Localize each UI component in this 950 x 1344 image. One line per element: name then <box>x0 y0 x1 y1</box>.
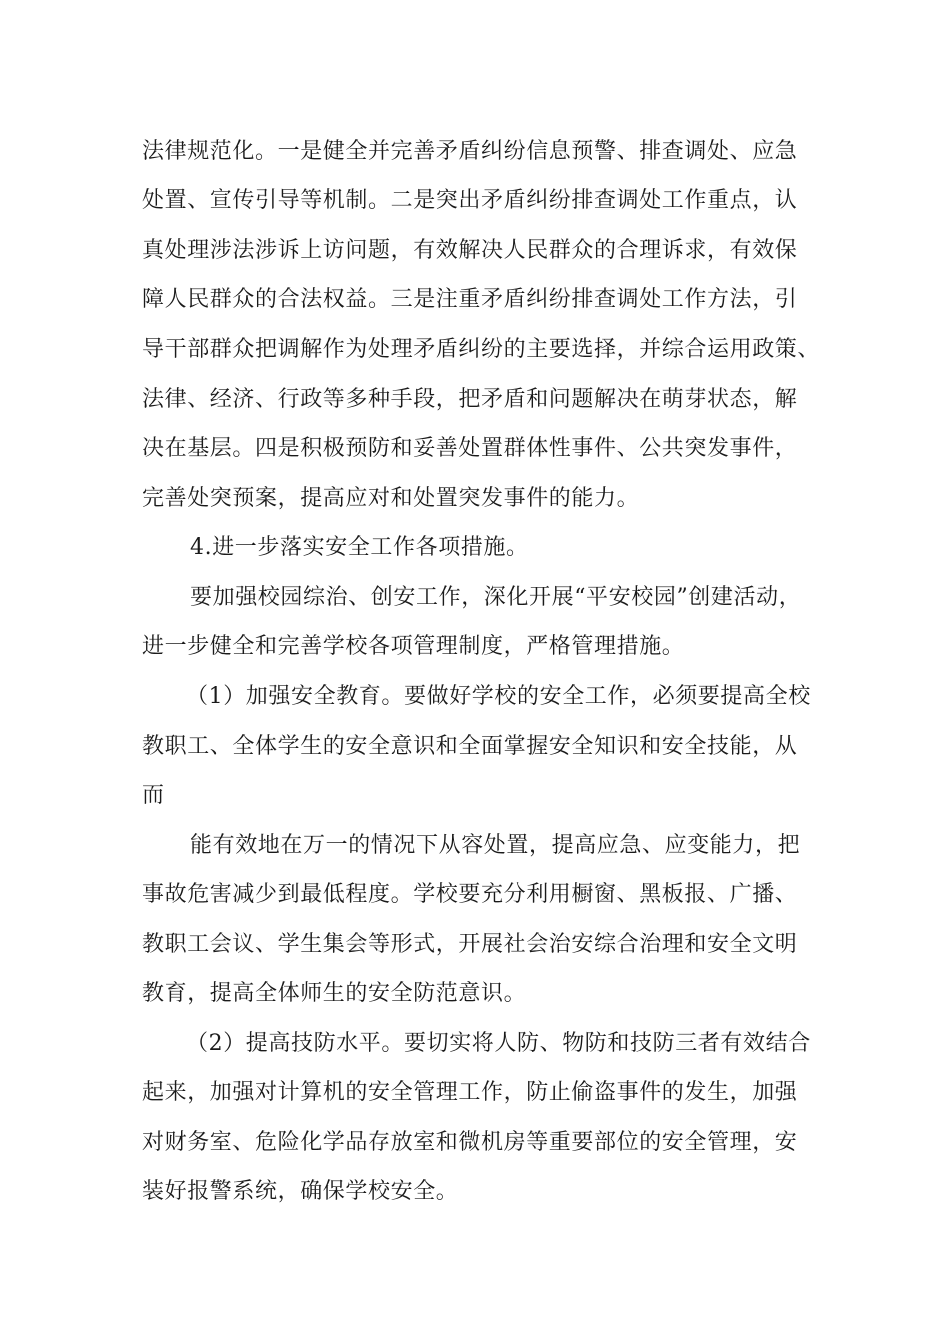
body-text-line: 事故危害减少到最低程度。学校要充分利用橱窗、黑板报、广播、 <box>142 882 798 907</box>
body-text-line: 进一步健全和完善学校各项管理制度，严格管理措施。 <box>142 634 685 659</box>
body-text-line: 教育，提高全体师生的安全防范意识。 <box>142 981 527 1006</box>
body-text-line: 完善处突预案，提高应对和处置突发事件的能力。 <box>142 486 640 511</box>
section-heading: 4.进一步落实安全工作各项措施。 <box>190 535 529 560</box>
subsection-text-line: （1）加强安全教育。要做好学校的安全工作，必须要提高全校 <box>186 684 811 709</box>
body-text-line: 而 <box>142 783 165 808</box>
body-text-line: 决在基层。四是积极预防和妥善处置群体性事件、公共突发事件， <box>142 436 798 461</box>
body-text-line: 导干部群众把调解作为处理矛盾纠纷的主要选择，并综合运用政策、 <box>142 337 821 362</box>
body-text-line: 要加强校园综治、创安工作，深化开展“平安校园”创建活动， <box>190 585 802 610</box>
subsection-text-line: （2）提高技防水平。要切实将人防、物防和技防三者有效结合 <box>186 1031 811 1056</box>
body-text-line: 处置、宣传引导等机制。二是突出矛盾纠纷排查调处工作重点，认 <box>142 188 798 213</box>
body-text-line: 法律、经济、行政等多种手段，把矛盾和问题解决在萌芽状态，解 <box>142 387 798 412</box>
body-text-line: 法律规范化。一是健全并完善矛盾纠纷信息预警、排查调处、应急 <box>142 139 798 164</box>
body-text-line: 教职工会议、学生集会等形式，开展社会治安综合治理和安全文明 <box>142 932 798 957</box>
body-text-line: 装好报警系统，确保学校安全。 <box>142 1179 459 1204</box>
body-text-line: 能有效地在万一的情况下从容处置，提高应急、应变能力，把 <box>190 833 801 858</box>
body-text-line: 起来，加强对计算机的安全管理工作，防止偷盗事件的发生，加强 <box>142 1080 798 1105</box>
body-text-line: 障人民群众的合法权益。三是注重矛盾纠纷排查调处工作方法，引 <box>142 287 798 312</box>
body-text-line: 真处理涉法涉诉上访问题，有效解决人民群众的合理诉求，有效保 <box>142 238 798 263</box>
body-text-line: 教职工、全体学生的安全意识和全面掌握安全知识和安全技能，从 <box>142 734 798 759</box>
body-text-line: 对财务室、危险化学品存放室和微机房等重要部位的安全管理，安 <box>142 1130 798 1155</box>
